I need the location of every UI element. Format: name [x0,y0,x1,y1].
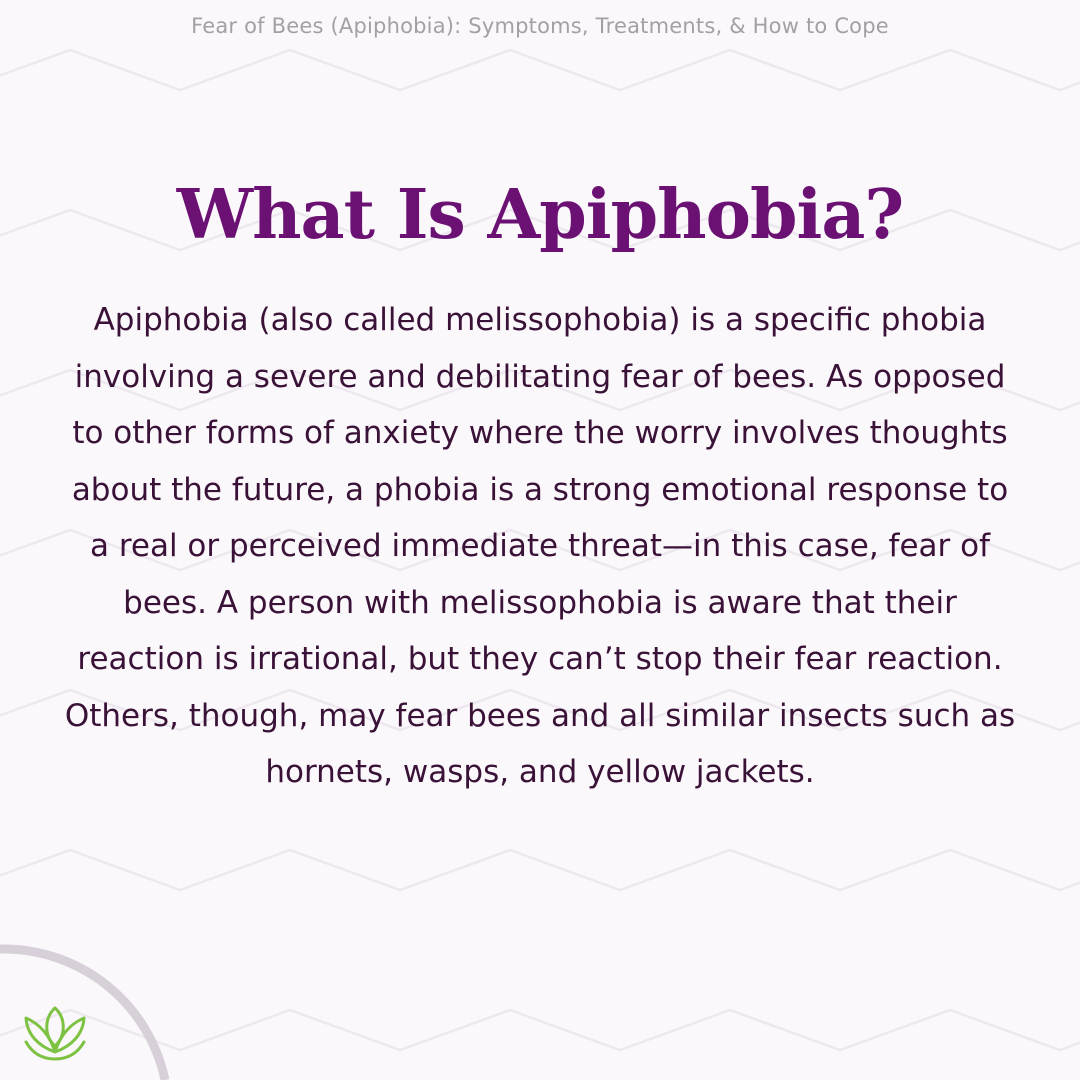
body-paragraph: Apiphobia (also called melissophobia) is a specific phobia involving a severe and debilitating fear of bees. As opposed to other forms of anxiety where the worry involves thoughts about the future, a phobia is a strong emotional response to a real or perceived immediate threat—in this case, fear of bees. A person with melissophobia is aware that their reaction is irrational, but they can’t stop their fear reaction. Others, though, may fear bees and all similar insects such as hornets, wasps, and yellow jackets. [64,302,1016,790]
article-subtitle: Fear of Bees (Apiphobia): Symptoms, Treatments, & How to Cope [191,14,889,38]
lotus-leaf-logo-icon [22,1002,88,1062]
page-title: What Is Apiphobia? [176,175,904,255]
zigzag-line [0,50,1080,90]
zigzag-line [0,850,1080,890]
